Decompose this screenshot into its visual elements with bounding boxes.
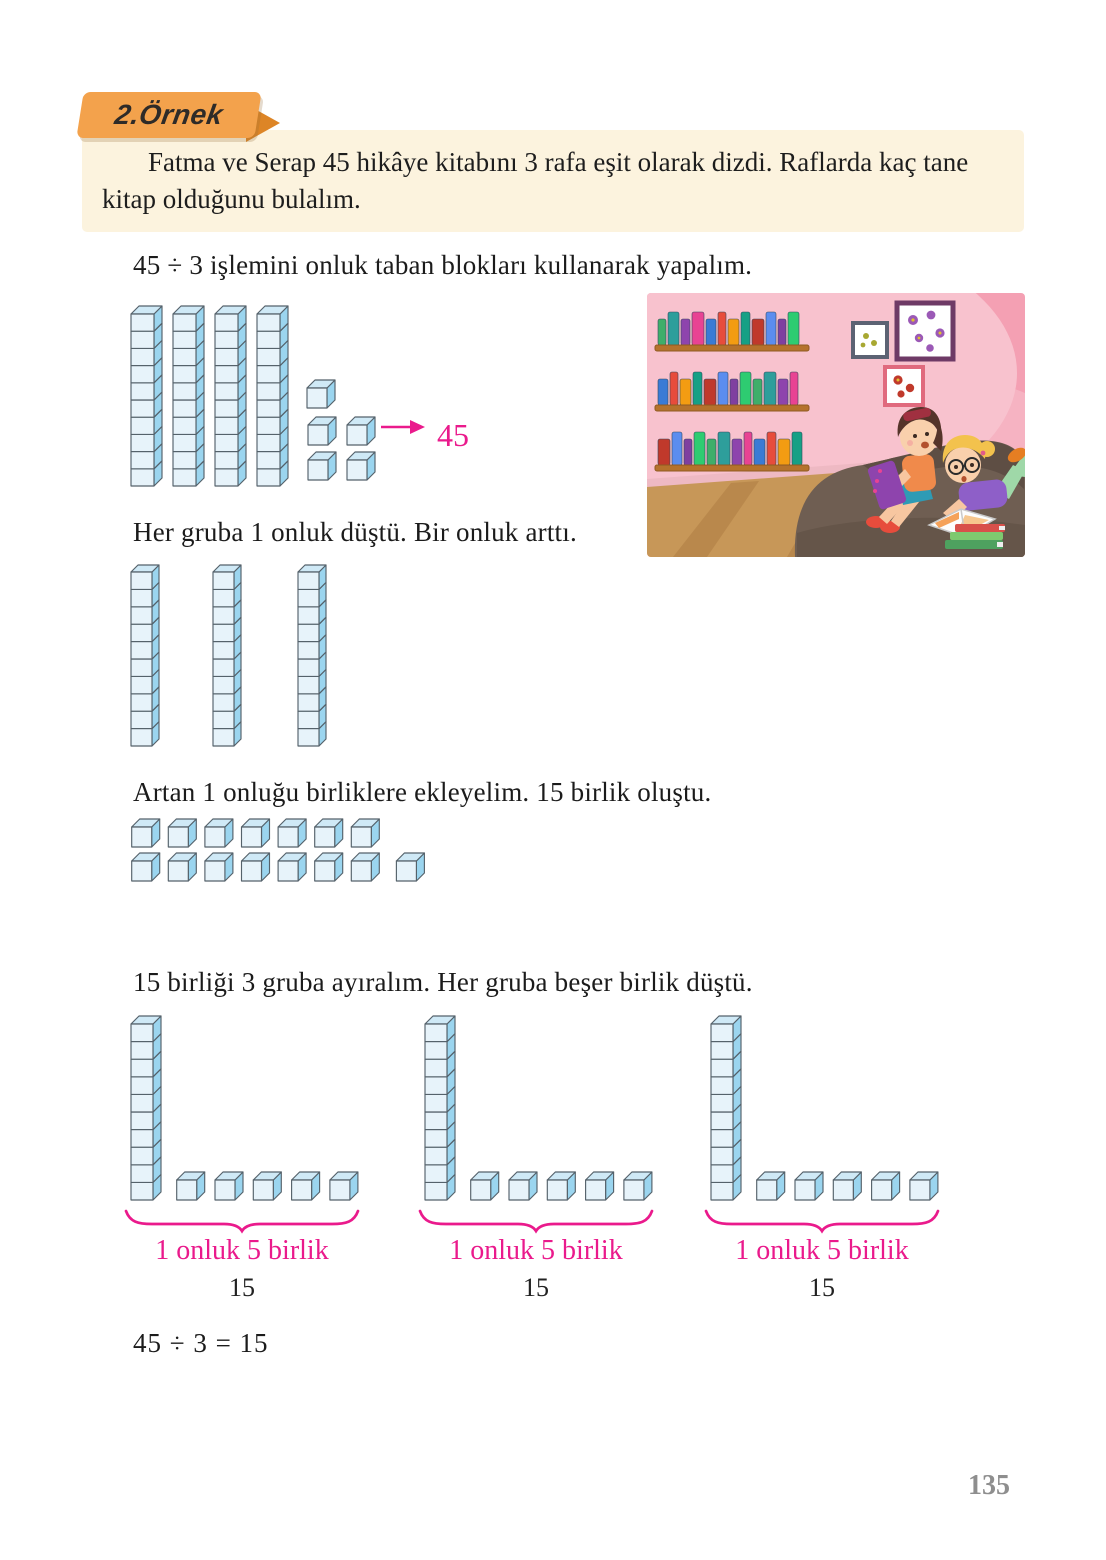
group-label: 1 onluk 5 birlik xyxy=(155,1235,329,1266)
group-label: 1 onluk 5 birlik xyxy=(735,1235,909,1266)
equation-text: 45 ÷ 3 = 15 xyxy=(133,1328,269,1358)
group-blocks xyxy=(700,1014,944,1206)
result-group xyxy=(414,1014,658,1303)
step-1-text: 45 ÷ 3 işlemini onluk taban blokları kullanarak yapalım. xyxy=(133,250,753,280)
group-label: 1 onluk 5 birlik xyxy=(449,1235,623,1266)
figure-dividend-blocks xyxy=(125,300,565,500)
result-group xyxy=(120,1014,364,1303)
problem-panel xyxy=(82,130,1024,232)
step-3-text: Artan 1 onluğu birliklere ekleyelim. 15 birlik oluştu. xyxy=(133,777,712,807)
pink-brace xyxy=(414,1208,658,1234)
arrow-head-icon xyxy=(410,420,425,434)
group-value: 15 xyxy=(229,1273,255,1302)
reading-children-illustration xyxy=(647,293,1025,557)
pink-brace xyxy=(120,1208,364,1234)
figure-result-groups xyxy=(0,1014,1106,1314)
figure-three-rods xyxy=(125,560,335,755)
figure-fifteen-units xyxy=(125,815,445,895)
group-blocks xyxy=(414,1014,658,1206)
page-number: 135 xyxy=(968,1470,1010,1501)
example-badge xyxy=(76,92,261,138)
result-group xyxy=(700,1014,944,1303)
group-value: 15 xyxy=(523,1273,549,1302)
example-badge-label: 2.Örnek xyxy=(112,99,226,130)
step-2-text: Her gruba 1 onluk düştü. Bir onluk arttı. xyxy=(133,517,577,547)
group-value: 15 xyxy=(809,1273,835,1302)
step-4-text: 15 birliği 3 gruba ayıralım. Her gruba beşer birlik düştü. xyxy=(133,967,753,997)
group-blocks xyxy=(120,1014,364,1206)
bookshelf xyxy=(655,312,809,471)
dividend-value: 45 xyxy=(437,417,469,453)
problem-text: Fatma ve Serap 45 hikâye kitabını 3 rafa eşit olarak dizdi. Raflarda kaç tane kitap olduğunu bulalım. xyxy=(102,147,969,214)
pink-brace xyxy=(700,1208,944,1234)
